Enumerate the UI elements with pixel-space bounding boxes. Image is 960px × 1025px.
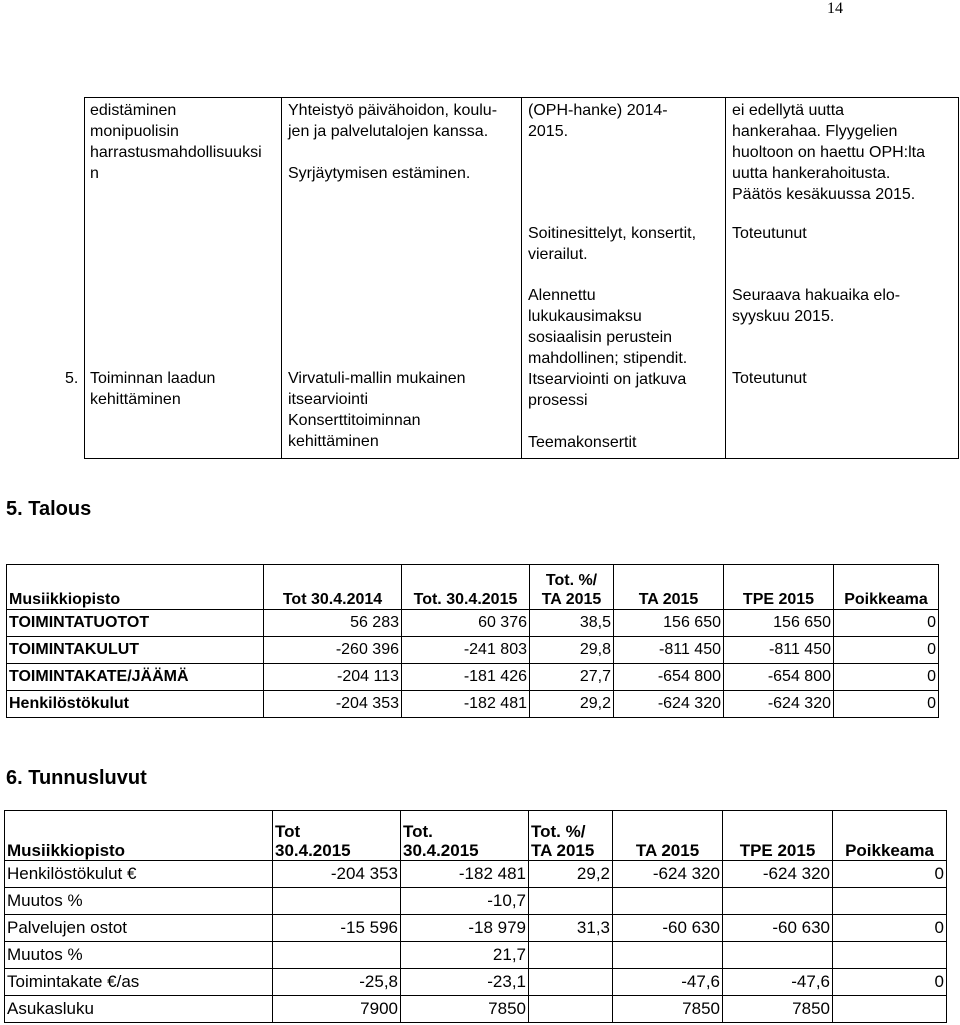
column-header: TPE 2015 xyxy=(724,565,834,610)
cell xyxy=(833,942,947,969)
cell: -47,6 xyxy=(723,969,833,996)
table-row xyxy=(5,942,947,969)
cell: 7850 xyxy=(613,996,723,1023)
column-header: TA 2015 xyxy=(614,565,724,610)
cell: 0 xyxy=(834,664,939,691)
row-label: Henkilöstökulut € xyxy=(5,861,273,888)
cell: 38,5 xyxy=(530,610,614,637)
cell xyxy=(613,888,723,915)
cell: -624 320 xyxy=(723,861,833,888)
action-cell: Alennettu lukukausimaksu sosiaalisin perustein mahdollinen; stipendit. Itsearviointi on jatkuva prosessi Teemakonsertit xyxy=(528,287,688,451)
table-row xyxy=(5,996,947,1023)
cell xyxy=(529,996,613,1023)
column-header: Tot. 30.4.2015 xyxy=(402,565,530,610)
cell: 0 xyxy=(833,915,947,942)
cell xyxy=(273,942,401,969)
cell: -624 320 xyxy=(613,861,723,888)
cell: 0 xyxy=(834,610,939,637)
cell: -182 481 xyxy=(402,691,530,718)
cell xyxy=(723,942,833,969)
cell xyxy=(529,888,613,915)
row-label: TOIMINTAKULUT xyxy=(7,637,264,664)
cell: 56 283 xyxy=(264,610,402,637)
cell: 7850 xyxy=(401,996,529,1023)
activities-table xyxy=(65,97,959,459)
tunnusluvut-table xyxy=(4,810,947,1023)
row-label: Muutos % xyxy=(5,942,273,969)
cell: -181 426 xyxy=(402,664,530,691)
column-header: Poikkeama xyxy=(833,811,947,861)
table-row xyxy=(5,915,947,942)
action-cell: Soitinesittelyt, konsertit, vierailut. xyxy=(528,225,697,263)
cell xyxy=(273,888,401,915)
cell: 29,8 xyxy=(530,637,614,664)
cell: -624 320 xyxy=(724,691,834,718)
column-divider xyxy=(281,98,282,458)
table-header-row xyxy=(7,565,939,610)
column-header: Tot. %/ TA 2015 xyxy=(529,811,613,861)
measure-cell: Yhteistyö päivähoidon, koulu- jen ja palvelutalojen kanssa. Syrjäytymisen estäminen. xyxy=(288,102,498,182)
row-label: Palvelujen ostot xyxy=(5,915,273,942)
action-cell: (OPH-hanke) 2014- 2015. xyxy=(528,102,668,140)
cell: -60 630 xyxy=(723,915,833,942)
cell: -654 800 xyxy=(614,664,724,691)
cell xyxy=(613,942,723,969)
cell: -241 803 xyxy=(402,637,530,664)
cell: 0 xyxy=(834,691,939,718)
status-cell: Seuraava hakuaika elo- syyskuu 2015. xyxy=(732,287,901,325)
cell: -18 979 xyxy=(401,915,529,942)
cell: 7900 xyxy=(273,996,401,1023)
table-row xyxy=(7,691,939,718)
cell: 29,2 xyxy=(529,861,613,888)
column-header: Poikkeama xyxy=(834,565,939,610)
column-header: Tot. 30.4.2015 xyxy=(401,811,529,861)
cell: -811 450 xyxy=(724,637,834,664)
column-header: Musiikkiopisto xyxy=(5,811,273,861)
cell: -47,6 xyxy=(613,969,723,996)
cell: 29,2 xyxy=(530,691,614,718)
column-header: TPE 2015 xyxy=(723,811,833,861)
table-row xyxy=(5,969,947,996)
row-label: TOIMINTAKATE/JÄÄMÄ xyxy=(7,664,264,691)
talous-table xyxy=(6,564,939,718)
column-divider xyxy=(725,98,726,458)
cell: -260 396 xyxy=(264,637,402,664)
cell: 156 650 xyxy=(614,610,724,637)
cell: 156 650 xyxy=(724,610,834,637)
cell: 27,7 xyxy=(530,664,614,691)
column-header: Tot. %/ TA 2015 xyxy=(530,565,614,610)
table-row xyxy=(7,610,939,637)
cell: -204 113 xyxy=(264,664,402,691)
column-header: Tot 30.4.2014 xyxy=(264,565,402,610)
page-number: 14 xyxy=(827,0,843,17)
table-row xyxy=(5,888,947,915)
cell: -204 353 xyxy=(273,861,401,888)
cell: 60 376 xyxy=(402,610,530,637)
goal-number: 5. xyxy=(65,370,79,387)
measure-cell: Virvatuli-mallin mukainen itsearviointi Konserttitoiminnan kehittäminen xyxy=(288,370,466,450)
column-header: Tot 30.4.2015 xyxy=(273,811,401,861)
cell xyxy=(833,996,947,1023)
cell: 31,3 xyxy=(529,915,613,942)
goal-cell: edistäminen monipuolisin harrastusmahdollisuuksi n xyxy=(90,102,262,182)
cell: -624 320 xyxy=(614,691,724,718)
cell: 0 xyxy=(833,861,947,888)
cell: -204 353 xyxy=(264,691,402,718)
cell: -811 450 xyxy=(614,637,724,664)
cell: 7850 xyxy=(723,996,833,1023)
table-row xyxy=(7,664,939,691)
cell: -654 800 xyxy=(724,664,834,691)
row-label: TOIMINTATUOTOT xyxy=(7,610,264,637)
cell: -25,8 xyxy=(273,969,401,996)
section-title-talous: 5. Talous xyxy=(6,498,92,520)
cell xyxy=(833,888,947,915)
status-cell: ei edellytä uutta hankerahaa. Flyygelien huoltoon on haettu OPH:lta uutta hankerahoitusta. Päätös kesäkuussa 2015. xyxy=(732,102,926,203)
status-cell: Toteutunut xyxy=(732,225,807,242)
row-label: Muutos % xyxy=(5,888,273,915)
table-header-row xyxy=(5,811,947,861)
status-cell: Toteutunut xyxy=(732,370,807,387)
column-header: Musiikkiopisto xyxy=(7,565,264,610)
row-label: Toimintakate €/as xyxy=(5,969,273,996)
section-title-tunnusluvut: 6. Tunnusluvut xyxy=(6,767,147,789)
cell xyxy=(529,969,613,996)
cell: -10,7 xyxy=(401,888,529,915)
table-row xyxy=(5,861,947,888)
row-label: Henkilöstökulut xyxy=(7,691,264,718)
table-row xyxy=(7,637,939,664)
cell: -182 481 xyxy=(401,861,529,888)
column-header: TA 2015 xyxy=(613,811,723,861)
goal-cell: Toiminnan laadun kehittäminen xyxy=(90,370,216,408)
cell: 0 xyxy=(833,969,947,996)
cell: -15 596 xyxy=(273,915,401,942)
cell xyxy=(529,942,613,969)
cell: -60 630 xyxy=(613,915,723,942)
row-label: Asukasluku xyxy=(5,996,273,1023)
cell: 21,7 xyxy=(401,942,529,969)
cell: -23,1 xyxy=(401,969,529,996)
cell xyxy=(723,888,833,915)
cell: 0 xyxy=(834,637,939,664)
column-divider xyxy=(521,98,522,458)
